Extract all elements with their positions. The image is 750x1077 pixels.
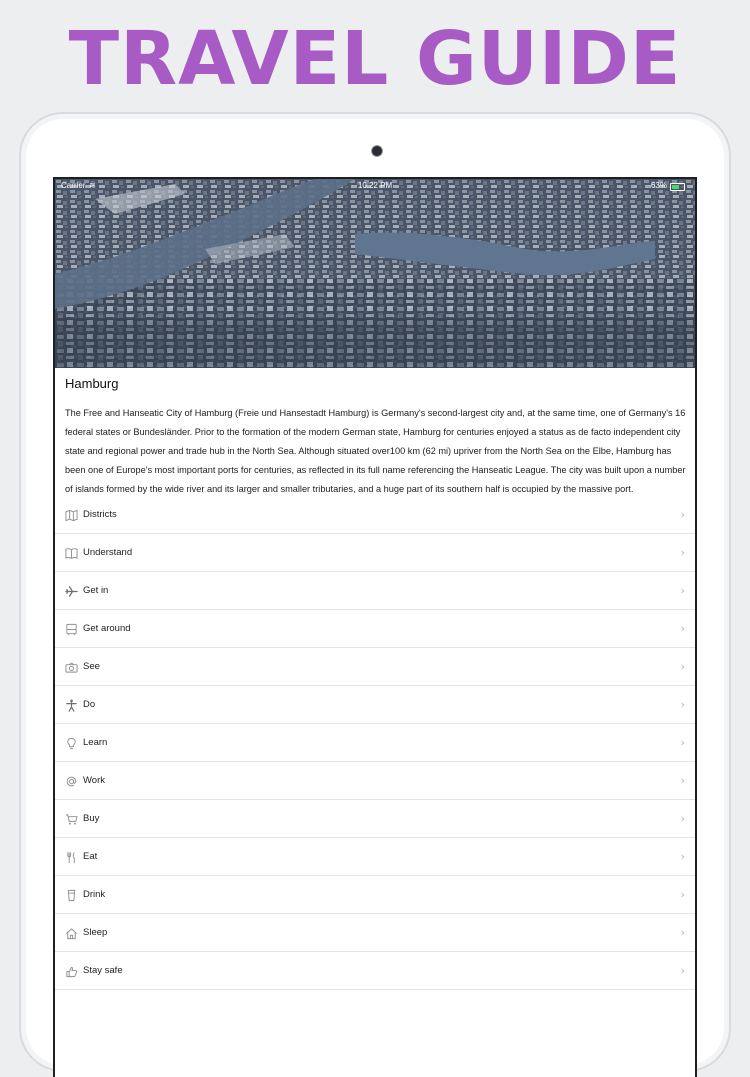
at-sign-icon: [64, 774, 78, 788]
city-title: Hamburg: [65, 376, 119, 391]
section-label: Sleep: [83, 927, 108, 938]
section-label: Work: [83, 775, 105, 786]
wifi-icon: ≋: [89, 181, 96, 190]
airplane-icon: [64, 584, 78, 598]
section-label: Get in: [83, 585, 109, 596]
carrier-label: Carrier: [61, 181, 86, 190]
chevron-right-icon: ›: [680, 850, 685, 863]
front-camera: [371, 145, 383, 157]
chevron-right-icon: ›: [680, 926, 685, 939]
status-bar: [55, 179, 695, 193]
map-icon: [64, 508, 78, 522]
section-label: Buy: [83, 813, 100, 824]
house-icon: [64, 926, 78, 940]
section-label: Get around: [83, 623, 131, 634]
section-label: Do: [83, 699, 96, 710]
chevron-right-icon: ›: [680, 964, 685, 977]
battery-percentage: 63%: [650, 181, 667, 190]
lightbulb-icon: [64, 736, 78, 750]
section-item-drink[interactable]: [55, 876, 695, 914]
city-description: The Free and Hanseatic City of Hamburg (Freie und Hansestadt Hamburg) is Germany's second-largest city and, at the same time, one of Germany's 16 federal states or Bundesländer. Prior to the formation of the modern German state, Hamburg for centuries enjoyed a status as de facto independent city state and regional power and trade hub in the North Sea. Although situated over100 km (62 mi) upriver from the North Sea on the Elbe, Hamburg has been one of Europe's most important ports for centuries, as reflected in its full name referencing the Hanseatic League. The city was built upon a number of islands formed by the wide river and its larger and smaller tributaries, and a huge part of its southern half is occupied by the massive port.: [65, 408, 686, 494]
book-icon: [64, 546, 78, 560]
section-item-get-in[interactable]: [55, 572, 695, 610]
section-item-see[interactable]: [55, 648, 695, 686]
app-screen: [53, 177, 697, 1077]
chevron-right-icon: ›: [680, 888, 685, 901]
section-label: Eat: [83, 851, 98, 862]
banner-title: TRAVEL GUIDE: [68, 16, 682, 102]
glass-icon: [64, 888, 78, 902]
chevron-right-icon: ›: [680, 508, 685, 521]
person-activity-icon: [64, 698, 78, 712]
section-item-do[interactable]: [55, 686, 695, 724]
status-time: 10:22 PM: [357, 181, 393, 190]
section-label: Drink: [83, 889, 106, 900]
section-list: [55, 496, 695, 990]
battery-icon: [670, 183, 685, 191]
section-item-get-around[interactable]: [55, 610, 695, 648]
hand-icon: [64, 964, 78, 978]
section-item-learn[interactable]: [55, 724, 695, 762]
cart-icon: [64, 812, 78, 826]
chevron-right-icon: ›: [680, 812, 685, 825]
chevron-right-icon: ›: [680, 774, 685, 787]
camera-icon: [64, 660, 78, 674]
bus-icon: [64, 622, 78, 636]
section-item-eat[interactable]: [55, 838, 695, 876]
tablet-frame: [19, 112, 731, 1072]
fork-knife-icon: [64, 850, 78, 864]
section-item-buy[interactable]: [55, 800, 695, 838]
chevron-right-icon: ›: [680, 736, 685, 749]
chevron-right-icon: ›: [680, 698, 685, 711]
section-item-understand[interactable]: [55, 534, 695, 572]
chevron-right-icon: ›: [680, 622, 685, 635]
section-item-sleep[interactable]: [55, 914, 695, 952]
section-label: Learn: [83, 737, 108, 748]
chevron-right-icon: ›: [680, 584, 685, 597]
section-label: Understand: [83, 547, 133, 558]
section-item-stay-safe[interactable]: [55, 952, 695, 990]
section-item-districts[interactable]: [55, 496, 695, 534]
section-item-work[interactable]: [55, 762, 695, 800]
section-label: Stay safe: [83, 965, 123, 976]
section-label: See: [83, 661, 100, 672]
chevron-right-icon: ›: [680, 660, 685, 673]
section-label: Districts: [83, 509, 117, 520]
chevron-right-icon: ›: [680, 546, 685, 559]
hero-image: [55, 179, 695, 368]
